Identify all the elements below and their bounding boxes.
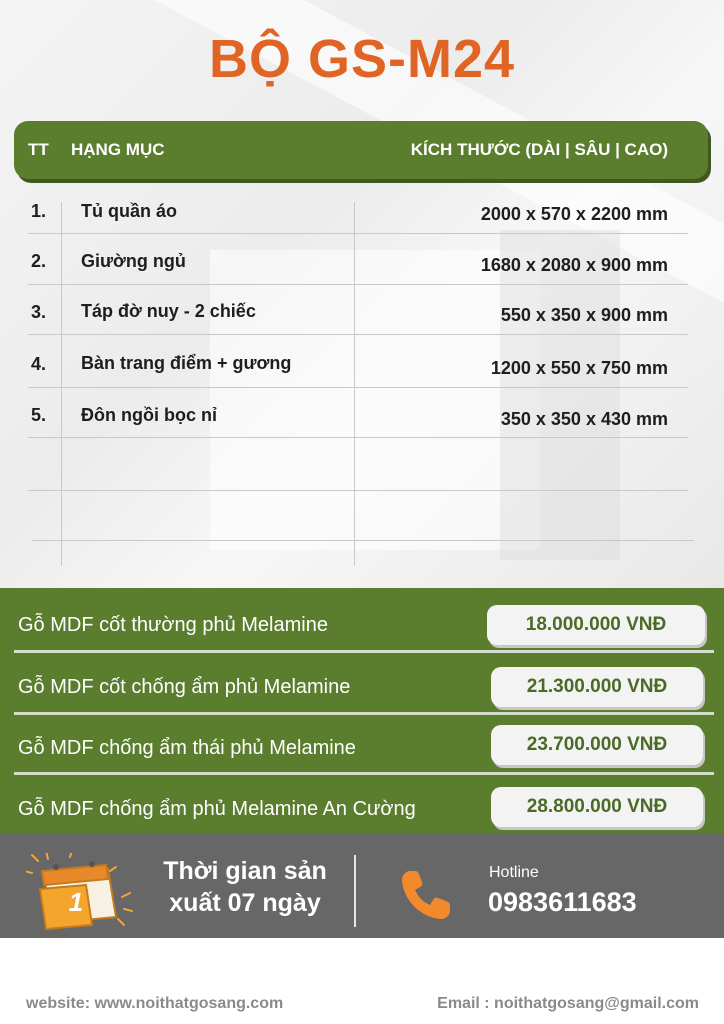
row-number: 2. xyxy=(31,251,47,271)
row-size: 2000 x 570 x 2200 mm xyxy=(480,204,668,224)
production-time xyxy=(150,855,340,919)
row-item-name: Tủ quần áo xyxy=(81,201,177,221)
material-label: Gỗ MDF cốt chống ẩm phủ Melamine xyxy=(18,676,351,698)
price-divider xyxy=(14,772,714,775)
row-size: 1680 x 2080 x 900 mm xyxy=(480,255,668,275)
phone-icon xyxy=(398,867,454,923)
price-divider xyxy=(14,712,714,715)
production-time-line2: xuất 07 ngày xyxy=(169,889,321,917)
info-bar xyxy=(0,833,724,938)
calendar-number: 1 xyxy=(68,887,84,917)
row-size: 550 x 350 x 900 mm xyxy=(500,305,668,325)
page-title: BỘ GS-M24 xyxy=(208,29,516,89)
row-number: 3. xyxy=(31,302,47,322)
material-label: Gỗ MDF chống ẩm thái phủ Melamine xyxy=(18,737,356,759)
price-badge: 21.300.000 VNĐ xyxy=(491,667,703,707)
row-item-name: Giường ngủ xyxy=(81,251,186,271)
production-time-line1: Thời gian sản xyxy=(163,857,327,885)
price-badge: 18.000.000 VNĐ xyxy=(487,605,705,645)
row-size: 350 x 350 x 430 mm xyxy=(500,409,668,429)
row-item-name: Táp đờ nuy - 2 chiếc xyxy=(81,301,256,321)
price-row xyxy=(0,717,724,778)
material-label: Gỗ MDF cốt thường phủ Melamine xyxy=(18,614,328,636)
price-badge: 28.800.000 VNĐ xyxy=(491,787,703,827)
info-divider xyxy=(354,855,356,927)
price-row xyxy=(0,596,724,657)
price-divider xyxy=(14,650,714,653)
row-size: 1200 x 550 x 750 mm xyxy=(490,358,668,378)
price-row xyxy=(0,656,724,717)
footer-email: Email : noithatgosang@gmail.com xyxy=(437,995,699,1012)
background-shape xyxy=(500,230,620,560)
row-number: 4. xyxy=(31,354,47,374)
background-shape xyxy=(210,250,540,550)
price-row xyxy=(0,778,724,839)
table-header xyxy=(14,121,708,179)
calendar-icon xyxy=(26,853,134,931)
hotline-label: Hotline xyxy=(489,864,539,881)
material-label: Gỗ MDF chống ẩm phủ Melamine An Cường xyxy=(18,798,416,820)
price-list xyxy=(0,588,724,833)
header-no: TT xyxy=(28,140,49,159)
row-number: 1. xyxy=(31,201,47,221)
header-size: KÍCH THƯỚC (DÀI | SÂU | CAO) xyxy=(410,140,668,159)
row-number: 5. xyxy=(31,405,47,425)
price-badge: 23.700.000 VNĐ xyxy=(491,725,703,765)
header-item: HẠNG MỤC xyxy=(71,140,165,159)
footer-website: website: www.noithatgosang.com xyxy=(26,995,284,1012)
hotline-number: 0983611683 xyxy=(488,887,637,917)
row-item-name: Bàn trang điểm + gương xyxy=(81,353,292,373)
row-item-name: Đôn ngồi bọc nỉ xyxy=(81,405,217,425)
